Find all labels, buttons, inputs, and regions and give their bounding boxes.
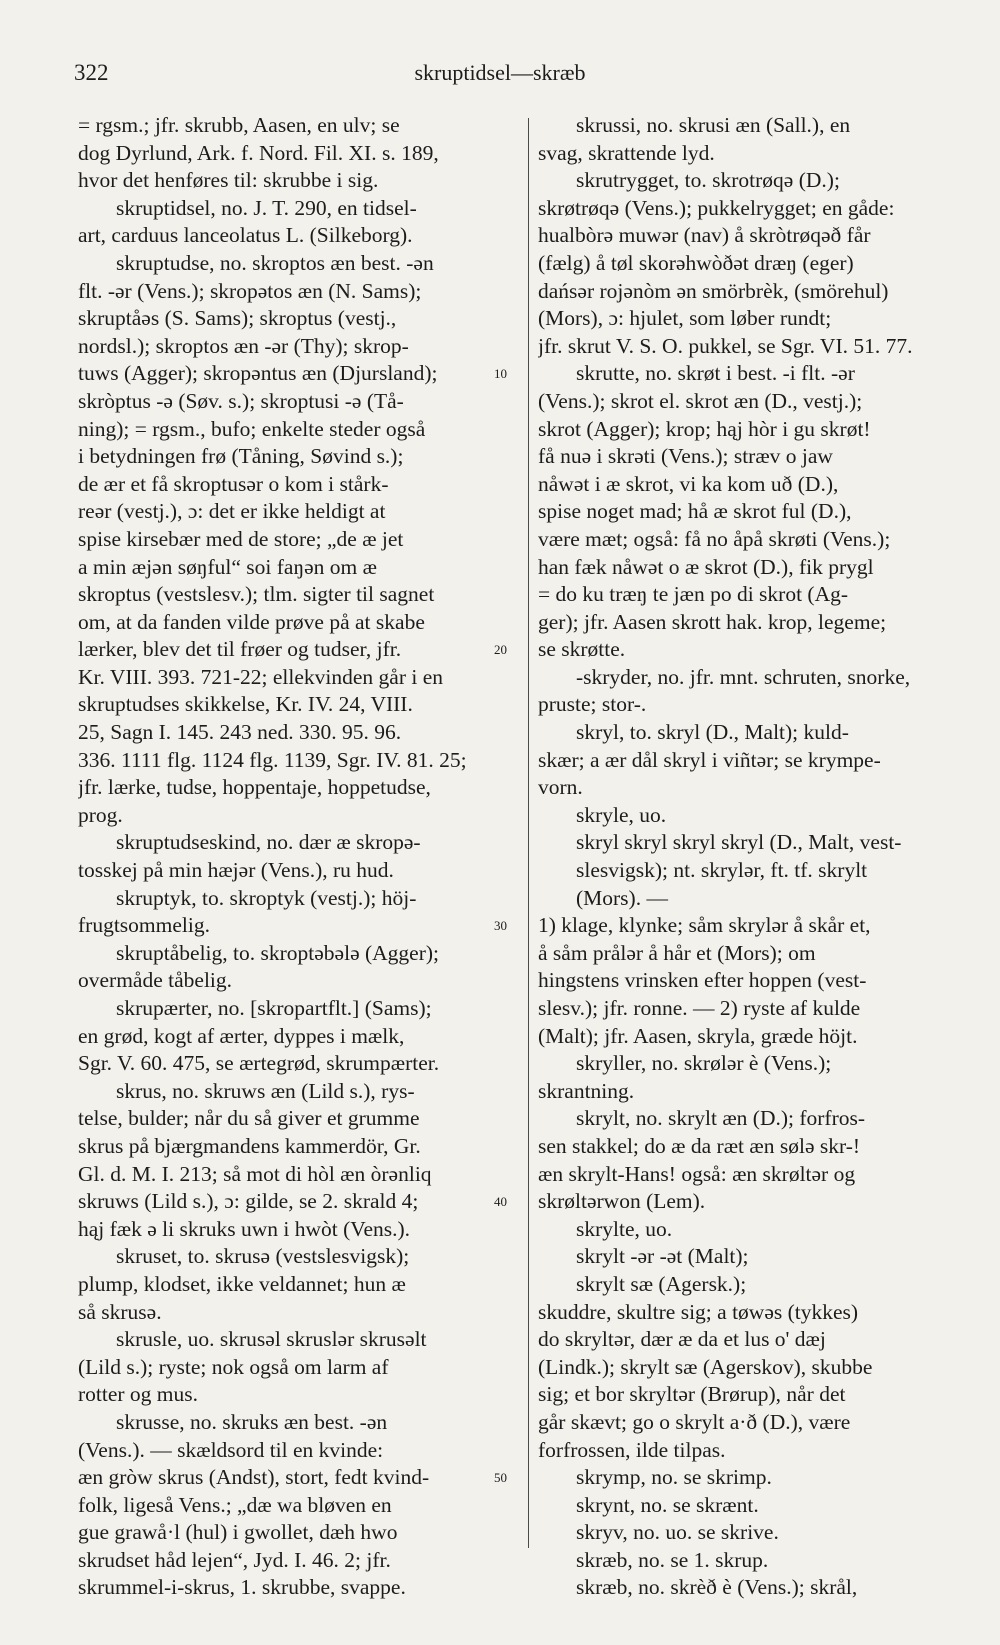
text-line: skruptåbelig, to. skroptəbələ (Agger);	[116, 940, 440, 965]
text-line: (Mors), ɔ: hjulet, som løber rundt;	[538, 306, 832, 331]
text-line: (Vens.); skrot el. skrot æn (D., vestj.);	[538, 388, 863, 413]
text-line: skruptudseskind, no. dær æ skropə-	[116, 830, 421, 855]
text-line: spise noget mad; hå æ skrot ful (D.),	[538, 499, 852, 524]
text-line: pruste; stor-.	[538, 692, 647, 717]
text-line: telse, bulder; når du så giver et grumme	[78, 1106, 420, 1131]
text-line: skrymp, no. se skrimp.	[576, 1465, 772, 1490]
text-line: skrylte, uo.	[576, 1216, 673, 1241]
text-line: art, carduus lanceolatus L. (Silkeborg).	[78, 223, 413, 248]
text-line: skruptåəs (S. Sams); skroptus (vestj.,	[78, 306, 397, 331]
line-number: 10	[494, 366, 507, 382]
text-line: skrutte, no. skrøt i best. -i flt. -ər	[576, 361, 855, 386]
column-divider	[528, 118, 529, 1548]
text-line: skruptudse, no. skroptos æn best. -ən	[116, 250, 434, 275]
text-line: skrylt sæ (Agersk.);	[576, 1271, 747, 1296]
text-line: skrus på bjærgmandens kammerdör, Gr.	[78, 1133, 421, 1158]
text-line: skræb, no. skrèð è (Vens.); skrål,	[576, 1575, 858, 1600]
text-line: (Lild s.); ryste; nok også om larm af	[78, 1354, 389, 1379]
text-line: jfr. skrut V. S. O. pukkel, se Sgr. VI. 51. 77.	[538, 333, 913, 358]
text-line: nordsl.); skroptos æn -ər (Thy); skrop-	[78, 333, 409, 358]
text-line: en grød, kogt af ærter, dyppes i mælk,	[78, 1023, 405, 1048]
text-line: skruptidsel, no. J. T. 290, en tidsel-	[116, 195, 417, 220]
text-line: forfrossen, ilde tilpas.	[538, 1437, 726, 1462]
text-line: slesvigsk); nt. skrylər, ft. tf. skrylt	[576, 858, 868, 883]
text-line: dańsər rojənòm ən smörbrèk, (smörehul)	[538, 278, 889, 303]
text-line: folk, ligeså Vens.; „dæ wa bløven en	[78, 1492, 392, 1517]
text-line: skrummel-i-skrus, 1. skrubbe, svappe.	[78, 1575, 406, 1600]
text-line: tuws (Agger); skropəntus æn (Djursland);	[78, 361, 438, 386]
text-line: skrussi, no. skrusi æn (Sall.), en	[576, 113, 851, 137]
text-line: flt. -ər (Vens.); skropətos æn (N. Sams);	[78, 278, 422, 303]
page-number: 322	[74, 60, 109, 85]
text-line: å såm prålər å hår et (Mors); om	[538, 940, 816, 965]
text-line: skrylt -ər -ət (Malt);	[576, 1244, 749, 1269]
text-line: skrusle, uo. skrusəl skruslər skrusəlt	[116, 1327, 427, 1352]
left-column	[78, 112, 518, 1602]
text-line: skryle, uo.	[576, 802, 667, 827]
text-line: skruset, to. skrusə (vestslesvigsk);	[116, 1244, 410, 1269]
text-line: (Lindk.); skrylt sæ (Agerskov), skubbe	[538, 1354, 873, 1379]
line-number: 30	[494, 918, 507, 934]
text-line: 336. 1111 flg. 1124 flg. 1139, Sgr. IV. 81. 25;	[78, 747, 467, 772]
text-line: i betydningen frø (Tåning, Søvind s.);	[78, 444, 404, 469]
text-line: skryl, to. skryl (D., Malt); kuld-	[576, 720, 849, 745]
text-line: (Malt); jfr. Aasen, skryla, græde höjt.	[538, 1023, 858, 1048]
text-line: går skævt; go o skrylt a·ð (D.), være	[538, 1409, 851, 1434]
text-line: skræb, no. se 1. skrup.	[576, 1547, 769, 1572]
text-line: do skryltər, dær æ da et lus o' dæj	[538, 1327, 826, 1352]
line-number: 50	[494, 1470, 507, 1486]
text-line: nåwət i æ skrot, vi ka kom uð (D.),	[538, 471, 839, 496]
page-header	[0, 60, 1000, 92]
text-line: han fæk nåwət o æ skrot (D.), fik prygl	[538, 554, 874, 579]
text-line: (Vens.). — skældsord til en kvinde:	[78, 1437, 384, 1462]
text-line: frugtsommelig.	[78, 913, 210, 938]
text-line: dog Dyrlund, Ark. f. Nord. Fil. XI. s. 189,	[78, 140, 439, 165]
text-line: de ær et få skroptusər o kom i stårk-	[78, 471, 389, 496]
text-line: svag, skrattende lyd.	[538, 140, 715, 165]
text-line: slesv.); jfr. ronne. — 2) ryste af kulde	[538, 996, 861, 1020]
text-line: hingstens vrinsken efter hoppen (vest-	[538, 968, 867, 993]
text-line: skrøltərwon (Lem).	[538, 1189, 706, 1214]
text-line: -skryder, no. jfr. mnt. schruten, snorke,	[576, 664, 911, 689]
text-line: (fælg) å tøl skorəhwòðət dræŋ (eger)	[538, 250, 854, 275]
text-line: a min æjən søŋful“ soi faŋən om æ	[78, 554, 377, 579]
text-line: = do ku træŋ te jæn po di skrot (Ag-	[538, 582, 849, 607]
text-line: sig; et bor skryltər (Brørup), når det	[538, 1382, 846, 1407]
text-line: Gl. d. M. I. 213; så mot di hòl æn òrənliq	[78, 1161, 432, 1186]
text-line: skrot (Agger); krop; hąj hòr i gu skrøt!	[538, 416, 871, 441]
text-line: skrus, no. skruws æn (Lild s.), rys-	[116, 1078, 415, 1103]
text-line: skrusse, no. skruks æn best. -ən	[116, 1409, 388, 1434]
text-line: skruptyk, to. skroptyk (vestj.); höj-	[116, 885, 417, 910]
text-line: 1) klage, klynke; såm skrylər å skår et,	[538, 913, 871, 938]
text-line: vorn.	[538, 775, 583, 800]
running-title: skruptidsel—skræb	[414, 60, 586, 85]
text-line: overmåde tåbelig.	[78, 968, 233, 993]
text-line: (Mors). —	[576, 885, 668, 910]
text-line: være mæt; også: få no åpå skrøti (Vens.);	[538, 526, 891, 551]
text-line: skruws (Lild s.), ɔ: gilde, se 2. skrald 4;	[78, 1189, 419, 1214]
text-line: jfr. lærke, tudse, hoppentaje, hoppetudse,	[78, 775, 431, 800]
text-line: Sgr. V. 60. 475, se ærtegrød, skrumpærter.	[78, 1051, 440, 1076]
text-line: sen stakkel; do æ da ræt æn sølə skr-!	[538, 1133, 861, 1158]
text-line: skrylt, no. skrylt æn (D.); forfros-	[576, 1106, 866, 1131]
text-line: lærker, blev det til frøer og tudser, jfr.	[78, 637, 402, 662]
text-line: skrudset håd lejen“, Jyd. I. 46. 2; jfr.	[78, 1547, 391, 1572]
text-line: skrantning.	[538, 1078, 635, 1103]
text-line: skryl skryl skryl skryl (D., Malt, vest-	[576, 830, 902, 855]
text-line: plump, klodset, ikke veldannet; hun æ	[78, 1271, 406, 1296]
text-line: skrutrygget, to. skrotrøqə (D.);	[576, 168, 840, 193]
text-line: hualbòrə muwər (nav) å skròtrøqəð får	[538, 223, 871, 248]
line-number: 40	[494, 1194, 507, 1210]
text-line: reər (vestj.), ɔ: det er ikke heldigt at	[78, 499, 386, 524]
text-line: ning); = rgsm., bufo; enkelte steder også	[78, 416, 426, 441]
text-line: skròptus -ə (Søv. s.); skroptusi -ə (Tå-	[78, 388, 404, 413]
text-line: skryv, no. uo. se skrive.	[576, 1520, 779, 1545]
text-line: gue grawå·l (hul) i gwollet, dæh hwo	[78, 1520, 398, 1545]
text-line: skær; a ær dål skryl i viñtər; se krympe-	[538, 747, 881, 772]
text-line: skuddre, skultre sig; a tøwəs (tykkes)	[538, 1299, 859, 1324]
text-line: så skrusə.	[78, 1299, 162, 1324]
text-line: skroptus (vestslesv.); tlm. sigter til sagnet	[78, 582, 435, 607]
text-line: spise kirsebær med de store; „de æ jet	[78, 526, 404, 551]
text-line: ger); jfr. Aasen skrott hak. krop, legeme;	[538, 609, 887, 634]
text-line: om, at da fanden vilde prøve på at skabe	[78, 609, 425, 634]
text-line: tosskej på min hæjər (Vens.), ru hud.	[78, 858, 394, 883]
text-line: æn skrylt-Hans! også: æn skrøltər og	[538, 1161, 856, 1186]
text-line: skruptudses skikkelse, Kr. IV. 24, VIII.	[78, 692, 413, 717]
right-column	[538, 112, 970, 1602]
text-line: = rgsm.; jfr. skrubb, Aasen, en ulv; se	[78, 113, 400, 137]
text-line: skryller, no. skrølər è (Vens.);	[576, 1051, 832, 1076]
text-line: skrynt, no. se skrænt.	[576, 1492, 759, 1517]
text-line: rotter og mus.	[78, 1382, 199, 1407]
text-line: hvor det henføres til: skrubbe i sig.	[78, 168, 379, 193]
text-line: skrøtrøqə (Vens.); pukkelrygget; en gåde:	[538, 195, 895, 220]
text-line: få nuə i skrəti (Vens.); stræv o jaw	[538, 444, 833, 469]
text-line: æn gròw skrus (Andst), stort, fedt kvind-	[78, 1465, 430, 1490]
text-line: skrupærter, no. [skropartflt.] (Sams);	[116, 996, 432, 1020]
text-line: Kr. VIII. 393. 721-22; ellekvinden går i en	[78, 664, 444, 689]
text-line: 25, Sagn I. 145. 243 ned. 330. 95. 96.	[78, 720, 402, 745]
line-number: 20	[494, 642, 507, 658]
text-line: hąj fæk ə li skruks uwn i hwòt (Vens.).	[78, 1216, 411, 1241]
text-line: prog.	[78, 802, 123, 827]
text-line: se skrøtte.	[538, 637, 626, 662]
